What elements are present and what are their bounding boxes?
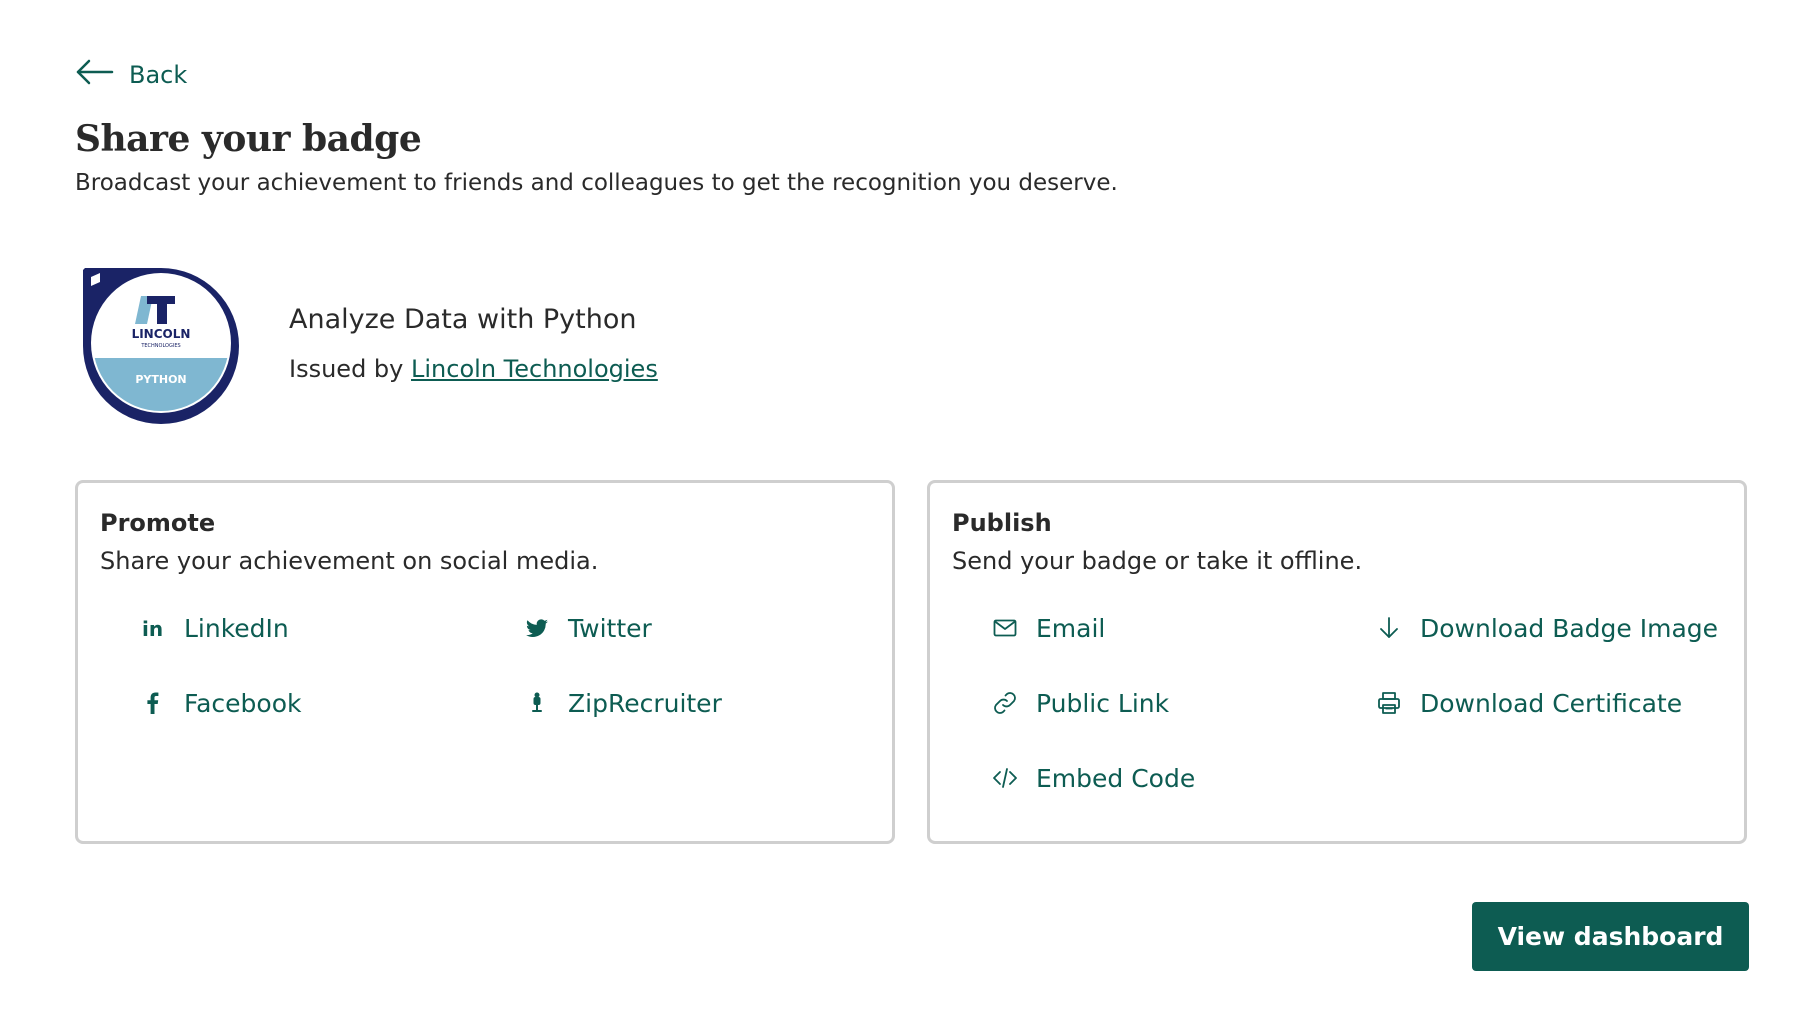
public-link-label: Public Link: [1036, 688, 1170, 718]
badge-brand-text: LINCOLN: [131, 327, 191, 341]
publish-description: Send your badge or take it offline.: [952, 547, 1363, 575]
badge-name: Analyze Data with Python: [289, 303, 637, 335]
twitter-share-button[interactable]: [522, 613, 652, 643]
promote-description: Share your achievement on social media.: [100, 547, 599, 575]
email-icon: [990, 613, 1020, 643]
public-link-button[interactable]: [990, 688, 1169, 718]
download-icon: [1374, 613, 1404, 643]
issued-by-prefix: Issued by: [289, 354, 404, 383]
badge-brand-subtext: TECHNOLOGIES: [141, 343, 181, 349]
printer-icon: [1374, 688, 1404, 718]
code-icon: [990, 763, 1020, 793]
publish-card: [927, 480, 1747, 844]
linkedin-label: LinkedIn: [184, 613, 289, 643]
ziprecruiter-share-button[interactable]: [522, 688, 722, 718]
ziprecruiter-label: ZipRecruiter: [568, 688, 722, 718]
badge-info: [289, 304, 658, 383]
publish-title: Publish: [952, 509, 1052, 537]
share-badge-page: [75, 0, 1755, 1034]
badge-summary: [75, 260, 658, 426]
linkedin-icon: [138, 613, 168, 643]
email-label: Email: [1036, 613, 1106, 643]
back-link[interactable]: [75, 58, 187, 92]
badge-image: [75, 260, 241, 426]
ziprecruiter-icon: [522, 688, 552, 718]
twitter-icon: [522, 613, 552, 643]
linkedin-share-button[interactable]: [138, 613, 289, 643]
page-title: Share your badge: [75, 118, 422, 160]
issued-by: [289, 355, 658, 383]
facebook-label: Facebook: [184, 688, 302, 718]
arrow-left-icon: [75, 58, 115, 92]
promote-title: Promote: [100, 509, 216, 537]
embed-code-button[interactable]: [990, 763, 1195, 793]
download-badge-image-button[interactable]: [1374, 613, 1718, 643]
download-badge-image-label: Download Badge Image: [1420, 613, 1719, 643]
twitter-label: Twitter: [568, 613, 652, 643]
link-icon: [990, 688, 1020, 718]
facebook-share-button[interactable]: [138, 688, 301, 718]
page-subtitle: Broadcast your achievement to friends and colleagues to get the recognition you deserve.: [75, 170, 1118, 196]
download-certificate-label: Download Certificate: [1420, 688, 1683, 718]
issuer-link[interactable]: Lincoln Technologies: [411, 354, 658, 383]
promote-card: [75, 480, 895, 844]
view-dashboard-button[interactable]: View dashboard: [1472, 902, 1749, 971]
embed-code-label: Embed Code: [1036, 763, 1196, 793]
svg-text:in: in: [142, 617, 164, 641]
back-label: Back: [129, 61, 188, 89]
badge-skill-text: PYTHON: [135, 373, 187, 386]
email-button[interactable]: [990, 613, 1105, 643]
download-certificate-button[interactable]: [1374, 688, 1682, 718]
facebook-icon: [138, 688, 168, 718]
